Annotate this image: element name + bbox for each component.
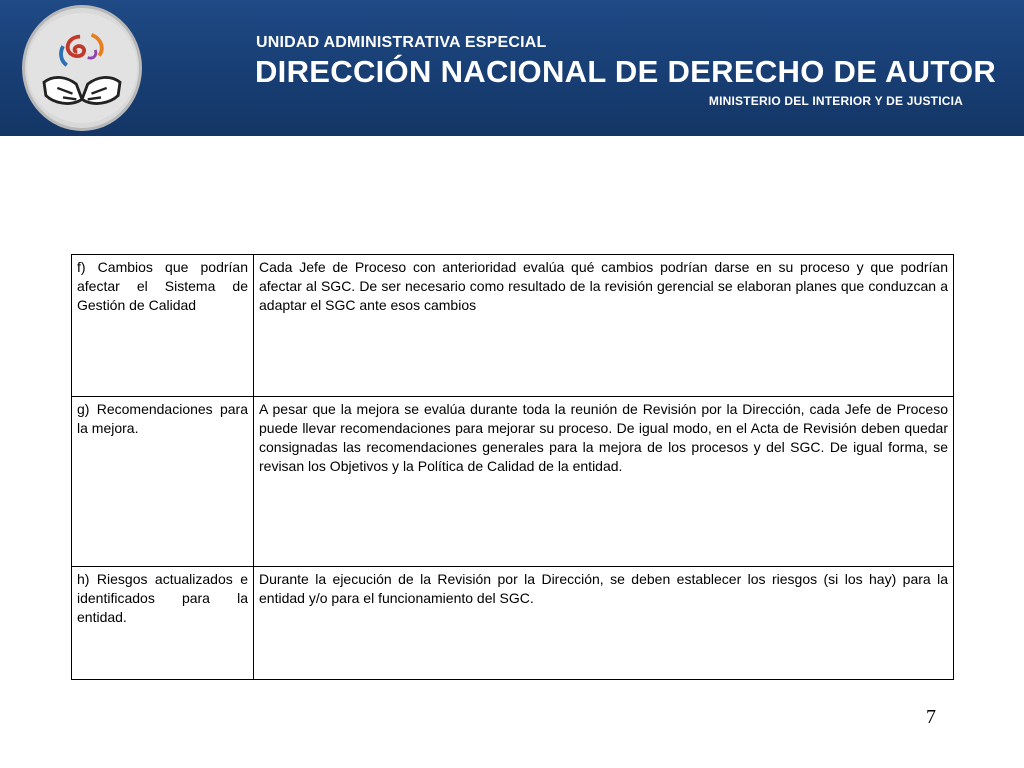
row-label-cell: f) Cambios que podrían afectar el Sistema de Gestión de Calidad — [72, 255, 254, 397]
review-items-table — [71, 254, 954, 680]
page-number: 7 — [926, 706, 936, 728]
row-description-cell: Durante la ejecución de la Revisión por la Dirección, se deben establecer los riesgos (si los hay) para la entidad y/o para el funcionamiento del SGC. — [254, 567, 954, 680]
table-row — [72, 255, 954, 397]
hands-spiral-logo-icon — [22, 5, 142, 131]
org-title: DIRECCIÓN NACIONAL DE DERECHO DE AUTOR — [255, 54, 997, 89]
table-row — [72, 567, 954, 680]
org-unit-label: UNIDAD ADMINISTRATIVA ESPECIAL — [256, 34, 547, 51]
row-description-cell: A pesar que la mejora se evalúa durante toda la reunión de Revisión por la Dirección, cada Jefe de Proceso puede llevar recomendaciones para mejorar su proceso. De igual modo, en el Acta de Revisión deben quedar consignadas las recomendaciones generales para la mejora de los procesos y del SGC. De igual forma, se revisan los Objetivos y la Política de Calidad de la entidad. — [254, 397, 954, 567]
row-description-cell: Cada Jefe de Proceso con anterioridad evalúa qué cambios podrían darse en su proceso y que podrían afectar al SGC. De ser necesario como resultado de la revisión gerencial se elaboran planes que conduzcan a adaptar el SGC ante esos cambios — [254, 255, 954, 397]
table-row — [72, 397, 954, 567]
row-label-cell: g) Recomendaciones para la mejora. — [72, 397, 254, 567]
row-label-cell: h) Riesgos actualizados e identificados para la entidad. — [72, 567, 254, 680]
ministry-label: MINISTERIO DEL INTERIOR Y DE JUSTICIA — [708, 94, 963, 108]
header-banner — [0, 0, 1024, 136]
